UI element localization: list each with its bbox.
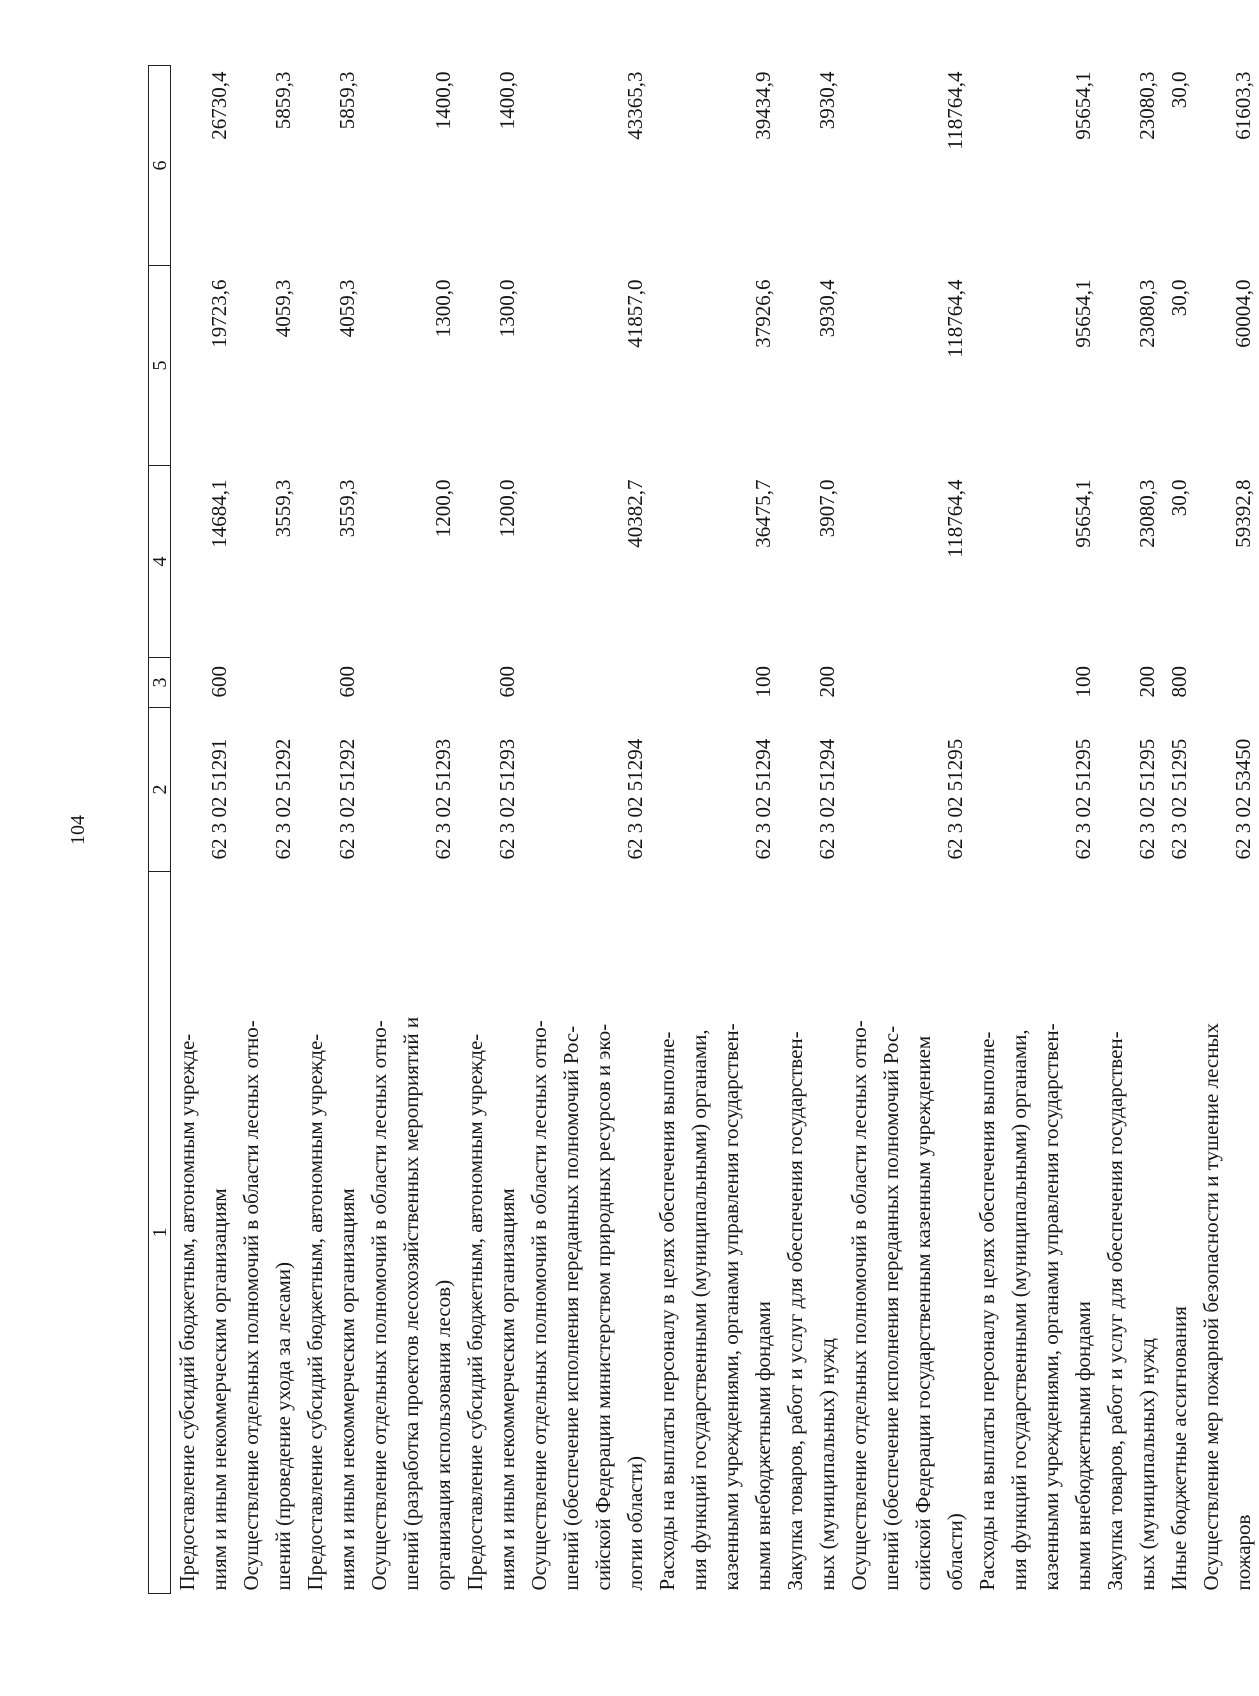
- row-value-5: 41857,0: [623, 279, 647, 348]
- description-line: Осуществление отдельных полномочий в области лесных отно-: [239, 1020, 263, 1591]
- description-line: ных (муниципальных) нужд: [815, 1338, 839, 1591]
- row-value-6: 39434,9: [751, 71, 775, 140]
- row-code: 62 3 02 51295: [943, 738, 967, 860]
- row-expense-type: 100: [751, 666, 775, 698]
- row-value-4: 1200,0: [431, 479, 455, 538]
- table-row: [843, 66, 971, 1594]
- description-line: Предоставление субсидий бюджетным, автономным учрежде-: [463, 1033, 487, 1591]
- row-value-6: 95654,1: [1071, 71, 1095, 140]
- table-row: [651, 66, 779, 1594]
- row-description: [651, 872, 779, 1594]
- row-value-5: 60004,0: [1231, 279, 1255, 348]
- row-code: 62 3 02 51294: [815, 738, 839, 860]
- description-line: шений (обеспечение исполнения переданных полномочий Рос-: [879, 1025, 903, 1591]
- row-expense-type: 100: [1071, 666, 1095, 698]
- row-code: 62 3 02 51293: [431, 738, 455, 860]
- row-value-5: 118764,4: [943, 279, 967, 358]
- row-code: 62 3 02 51294: [623, 738, 647, 860]
- table-row: [779, 66, 843, 1594]
- table-row: [363, 66, 459, 1594]
- row-value-6: 118764,4: [943, 71, 967, 150]
- row-value-6: 5859,3: [271, 71, 295, 130]
- row-description: [299, 872, 363, 1594]
- row-value-6: 43365,3: [623, 71, 647, 140]
- row-expense-type: [523, 658, 651, 708]
- table-row: [171, 66, 236, 1594]
- row-value-5: 4059,3: [335, 279, 359, 338]
- row-expense-type: [235, 658, 299, 708]
- description-line: Закупка товаров, работ и услуг для обеспечения государствен-: [783, 1031, 807, 1591]
- description-line: области): [943, 1513, 967, 1591]
- column-header: 5: [149, 266, 171, 466]
- row-code: 62 3 02 53450: [1231, 738, 1255, 860]
- row-expense-type: [1195, 658, 1259, 708]
- row-code: 62 3 02 51295: [1135, 738, 1159, 860]
- description-line: ния функций государственными (муниципальными) органами,: [687, 1029, 711, 1591]
- description-line: ными внебюджетными фондами: [1071, 1301, 1095, 1591]
- description-line: Осуществление отдельных полномочий в области лесных отно-: [367, 1020, 391, 1591]
- row-value-5: 3930,4: [815, 279, 839, 338]
- row-value-4: 3559,3: [271, 479, 295, 538]
- description-line: Расходы на выплаты персоналу в целях обеспечения выполне-: [975, 1031, 999, 1591]
- row-value-4: 23080,3: [1135, 479, 1159, 548]
- column-header: 2: [149, 708, 171, 872]
- row-value-6: 1400,0: [431, 71, 455, 130]
- row-value-6: 23080,3: [1135, 71, 1159, 140]
- row-expense-type: 200: [1135, 666, 1159, 698]
- description-line: Расходы на выплаты персоналу в целях обеспечения выполне-: [655, 1031, 679, 1591]
- row-code: 62 3 02 51295: [1167, 738, 1191, 860]
- description-line: Иные бюджетные ассигнования: [1167, 1306, 1191, 1591]
- row-description: [1099, 872, 1163, 1594]
- rotated-page: [67, 66, 1255, 1594]
- row-value-5: 19723,6: [207, 279, 231, 348]
- row-value-5: 1300,0: [495, 279, 519, 338]
- row-value-5: 1300,0: [431, 279, 455, 338]
- description-line: логии области): [623, 1455, 647, 1591]
- page-number: 104: [67, 815, 89, 845]
- row-expense-type: 600: [207, 666, 231, 698]
- row-value-5: 23080,3: [1135, 279, 1159, 348]
- row-value-6: 5859,3: [335, 71, 359, 130]
- row-description: [171, 872, 236, 1594]
- description-line: Предоставление субсидий бюджетным, автономным учрежде-: [175, 1033, 199, 1591]
- table-row: [1163, 66, 1195, 1594]
- row-value-5: 95654,1: [1071, 279, 1095, 348]
- row-value-4: 59392,8: [1231, 479, 1255, 548]
- description-line: Осуществление мер пожарной безопасности и тушение лесных: [1199, 1022, 1223, 1591]
- description-line: пожаров: [1231, 1514, 1255, 1591]
- description-line: казенными учреждениями, органами управления государствен-: [1039, 1023, 1063, 1591]
- table-row: [1099, 66, 1163, 1594]
- description-line: шений (проведение ухода за лесами): [271, 1261, 295, 1591]
- description-line: шений (обеспечение исполнения переданных полномочий Рос-: [559, 1025, 583, 1591]
- description-line: ниям и иным некоммерческим организациям: [335, 1188, 359, 1591]
- row-code: 62 3 02 51293: [495, 738, 519, 860]
- row-value-4: 118764,4: [943, 479, 967, 558]
- row-expense-type: [843, 658, 971, 708]
- row-code: 62 3 02 51292: [335, 738, 359, 860]
- description-line: сийской Федерации министерством природных ресурсов и эко-: [591, 1023, 615, 1591]
- description-line: ными внебюджетными фондами: [751, 1301, 775, 1591]
- description-line: шений (разработка проектов лесохозяйственных мероприятий и: [399, 1016, 423, 1591]
- table-row: [523, 66, 651, 1594]
- row-value-5: 30,0: [1167, 279, 1191, 317]
- row-value-4: 3907,0: [815, 479, 839, 538]
- description-line: ных (муниципальных) нужд: [1135, 1338, 1159, 1591]
- row-expense-type: [363, 658, 459, 708]
- table-row: [299, 66, 363, 1594]
- row-code: 62 3 02 51295: [1071, 738, 1095, 860]
- table-row: [1195, 66, 1259, 1594]
- row-value-5: 4059,3: [271, 279, 295, 338]
- row-code: 62 3 02 51292: [271, 738, 295, 860]
- row-value-6: 1400,0: [495, 71, 519, 130]
- description-line: организация использования лесов): [431, 1279, 455, 1591]
- description-line: Осуществление отдельных полномочий в области лесных отно-: [847, 1020, 871, 1591]
- description-line: ния функций государственными (муниципальными) органами,: [1007, 1029, 1031, 1591]
- column-header: 3: [149, 658, 171, 708]
- table-row: [459, 66, 523, 1594]
- description-line: сийской Федерации государственным казенным учреждением: [911, 1035, 935, 1591]
- row-value-4: 36475,7: [751, 479, 775, 548]
- description-line: казенными учреждениями, органами управления государствен-: [719, 1023, 743, 1591]
- row-description: [235, 872, 299, 1594]
- row-description: [363, 872, 459, 1594]
- row-expense-type: 600: [335, 666, 359, 698]
- row-value-5: 37926,6: [751, 279, 775, 348]
- row-value-4: 14684,1: [207, 479, 231, 548]
- description-line: Предоставление субсидий бюджетным, автономным учрежде-: [303, 1033, 327, 1591]
- row-expense-type: 200: [815, 666, 839, 698]
- column-header: 6: [149, 66, 171, 266]
- description-line: Закупка товаров, работ и услуг для обеспечения государствен-: [1103, 1031, 1127, 1591]
- row-code: 62 3 02 51291: [207, 738, 231, 860]
- table-header-row: [149, 66, 171, 1594]
- description-line: ниям и иным некоммерческим организациям: [207, 1188, 231, 1591]
- row-value-6: 3930,4: [815, 71, 839, 130]
- table-body: [171, 66, 1259, 1594]
- row-value-4: 30,0: [1167, 479, 1191, 517]
- table-row: [971, 66, 1099, 1594]
- row-description: [1163, 872, 1195, 1594]
- row-expense-type: 800: [1167, 666, 1191, 698]
- budget-table: [148, 65, 1259, 1594]
- row-code: 62 3 02 51294: [751, 738, 775, 860]
- table-row: [235, 66, 299, 1594]
- row-description: [971, 872, 1099, 1594]
- row-value-4: 3559,3: [335, 479, 359, 538]
- row-value-6: 30,0: [1167, 71, 1191, 109]
- row-description: [843, 872, 971, 1594]
- column-header: 1: [149, 872, 171, 1594]
- row-value-6: 26730,4: [207, 71, 231, 140]
- description-line: ниям и иным некоммерческим организациям: [495, 1188, 519, 1591]
- row-description: [523, 872, 651, 1594]
- row-value-4: 40382,7: [623, 479, 647, 548]
- row-value-6: 61603,3: [1231, 71, 1255, 140]
- description-line: Осуществление отдельных полномочий в области лесных отно-: [527, 1020, 551, 1591]
- row-value-4: 1200,0: [495, 479, 519, 538]
- row-value-4: 95654,1: [1071, 479, 1095, 548]
- row-description: [459, 872, 523, 1594]
- column-header: 4: [149, 466, 171, 658]
- row-description: [1195, 872, 1259, 1594]
- row-expense-type: 600: [495, 666, 519, 698]
- row-description: [779, 872, 843, 1594]
